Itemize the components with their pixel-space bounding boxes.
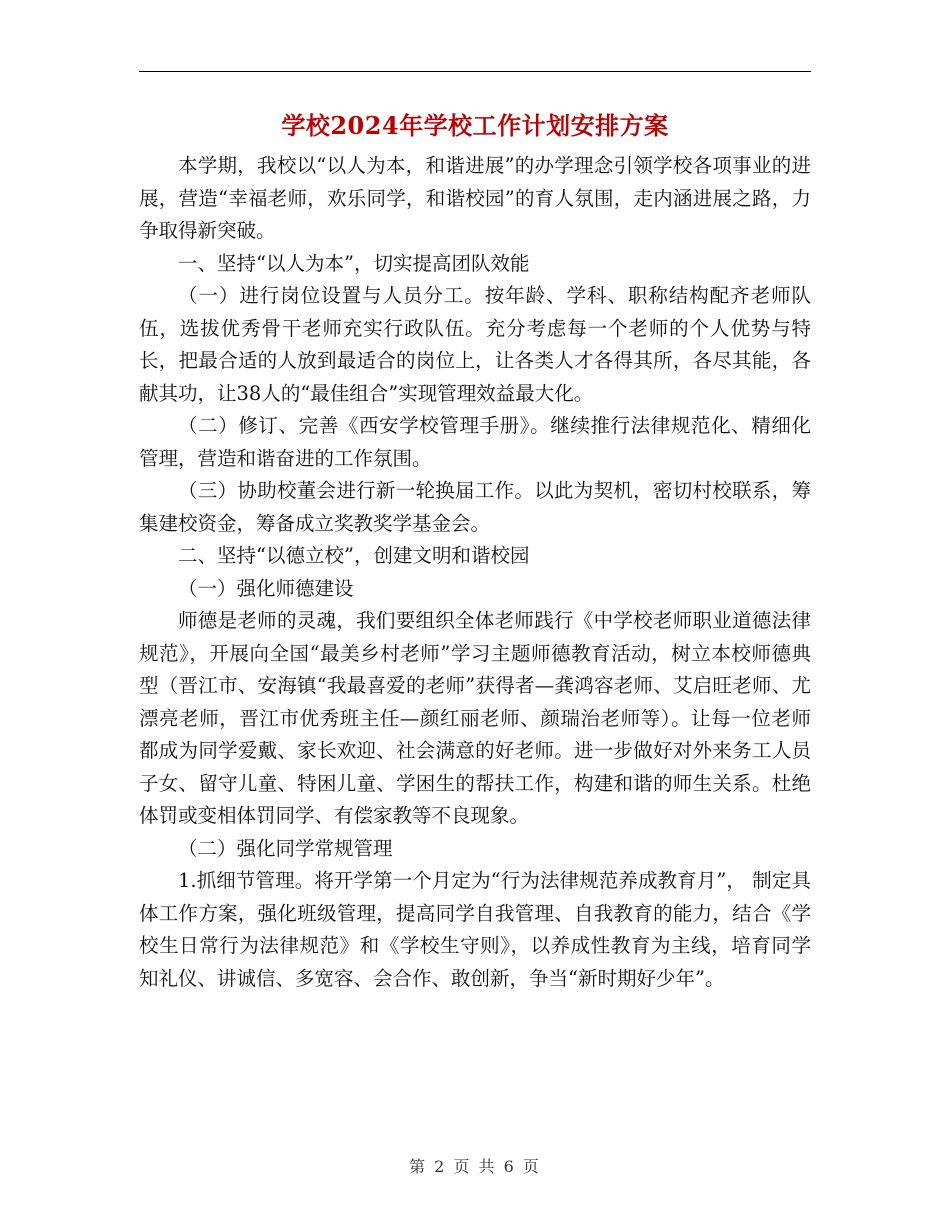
paragraph-2-2-1: 1.抓细节管理。将开学第一个月定为“行为法律规范养成教育月”， 制定具体工作方案，强化班级管理，提高同学自我管理、自我教育的能力，结合《学校生日常行为法律规范》和《学校生守则》，以养成性教育为主线，培育同学知礼仪、讲诚信、多宽容、会合作、敢创新，争当“新时期好少年”。 <box>139 869 811 990</box>
header-rule <box>139 71 811 72</box>
subsection-heading-2-2: （二）强化同学常规管理 <box>178 836 393 860</box>
paragraph-1-2: （二）修订、完善《西安学校管理手册》。继续推行法律规范化、精细化管理，营造和谐奋进的工作氛围。 <box>139 414 811 470</box>
paragraph-2-1: 师德是老师的灵魂，我们要组织全体老师践行《中学校老师职业道德法律规范》，开展向全国“最美乡村老师”学习主题师德教育活动，树立本校师德典型（晋江市、安海镇“我最喜爱的老师”获得者—龚鸿容老师、艾启旺老师、尤漂亮老师，晋江市优秀班主任—颜红丽老师、颜瑞治老师等）。让每一位老师都成为同学爱戴、家长欢迎、社会满意的好老师。进一步做好对外来务工人员子女、留守儿童、特困儿童、学困生的帮扶工作，构建和谐的师生关系。杜绝体罚或变相体罚同学、有偿家教等不良现象。 <box>139 609 811 827</box>
paragraph-1-3: （三）协助校董会进行新一轮换届工作。以此为契机，密切村校联系，筹集建校资金，筹备成立奖教奖学基金会。 <box>139 479 811 535</box>
document-title: 学校2024年学校工作计划安排方案 <box>281 111 669 140</box>
page-number-footer: 第 2 页 共 6 页 <box>409 1157 541 1176</box>
section-heading-1: 一、坚持“以人为本”，切实提高团队效能 <box>178 251 530 275</box>
subsection-heading-2-1: （一）强化师德建设 <box>178 576 354 600</box>
document-body <box>139 150 811 995</box>
section-heading-2: 二、坚持“以德立校”，创建文明和谐校园 <box>178 544 530 567</box>
paragraph-1-1: （一）进行岗位设置与人员分工。按年龄、学科、职称结构配齐老师队伍，选拔优秀骨干老师充实行政队伍。充分考虑每一个老师的个人优势与特长，把最合适的人放到最适合的岗位上，让各类人才各得其所，各尽其能，各献其功，让38人的“最佳组合”实现管理效益最大化。 <box>139 284 811 405</box>
paragraph-intro: 本学期，我校以“以人为本，和谐进展”的办学理念引领学校各项事业的进展，营造“幸福老师，欢乐同学，和谐校园”的育人氛围，走内涵进展之路，力争取得新突破。 <box>139 154 811 242</box>
